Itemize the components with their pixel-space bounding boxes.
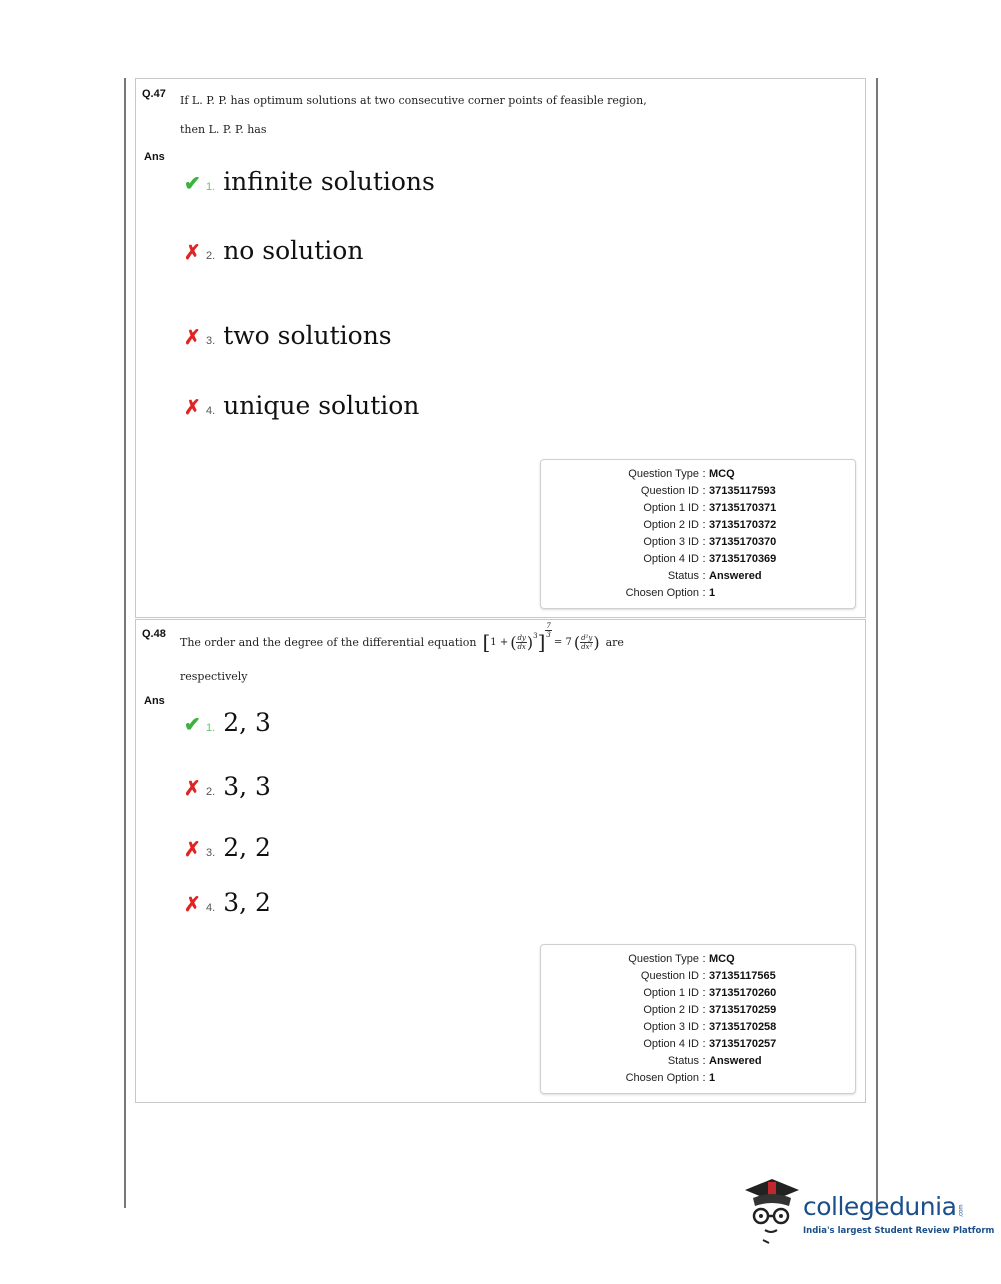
option-3: [184, 321, 392, 350]
meta-row: Chosen Option : 1: [541, 585, 855, 602]
meta-key: Option 3 ID: [643, 536, 699, 548]
meta-row: Question Type : MCQ: [541, 466, 855, 483]
meta-row: Option 4 ID : 37135170257: [541, 1036, 855, 1053]
frac-den: dx: [517, 642, 526, 651]
collegedunia-logo: [743, 1176, 995, 1246]
cross-icon: ✗: [184, 242, 201, 264]
paren-close: ): [526, 632, 534, 652]
meta-row: Question Type : MCQ: [541, 951, 855, 968]
option-number: 3.: [206, 335, 216, 347]
meta-value: 37135170372: [709, 519, 777, 531]
meta-value: 1: [709, 1072, 716, 1084]
cross-icon: ✗: [184, 894, 201, 916]
left-border: [124, 78, 126, 1208]
meta-value: 37135170371: [709, 502, 777, 514]
question-block-48: [135, 619, 866, 1103]
question-text-line1: If L. P. P. has optimum solutions at two consecutive corner points of feasible region,: [180, 94, 647, 107]
meta-value: 37135170259: [709, 1004, 777, 1016]
right-border: [876, 78, 878, 1208]
question-number: Q.47: [142, 88, 166, 100]
option-text: 3, 2: [223, 888, 271, 917]
option-text: unique solution: [223, 391, 420, 420]
option-1: [184, 708, 271, 737]
meta-key: Status: [667, 1055, 699, 1067]
brand-suffix: .com: [958, 1204, 965, 1218]
question-meta-box: [540, 944, 856, 1094]
meta-key: Question Type: [628, 468, 699, 480]
meta-row: Option 4 ID : 37135170369: [541, 551, 855, 568]
meta-key: Chosen Option: [625, 587, 699, 599]
paren-open-2: (: [573, 632, 581, 652]
option-3: [184, 833, 271, 862]
question-text-line2: respectively: [180, 670, 248, 683]
meta-key: Option 4 ID: [643, 553, 699, 565]
meta-row: Status : Answered: [541, 1053, 855, 1070]
meta-row: Chosen Option : 1: [541, 1070, 855, 1087]
meta-row: Option 1 ID : 37135170371: [541, 500, 855, 517]
option-text: two solutions: [223, 321, 392, 350]
fraction-d2y-dx2: [580, 634, 593, 651]
check-icon: ✔: [184, 714, 201, 736]
option-2: [184, 772, 271, 801]
meta-row: Option 3 ID : 37135170258: [541, 1019, 855, 1036]
option-text: 2, 2: [223, 833, 271, 862]
brand-name: collegedunia: [803, 1192, 957, 1221]
meta-key: Question ID: [640, 485, 699, 497]
option-number: 4.: [206, 902, 216, 914]
exp-num: 7: [546, 622, 551, 630]
question-text-line2: then L. P. P. has: [180, 123, 267, 136]
frac-num: d²y: [581, 633, 593, 642]
meta-value: MCQ: [709, 953, 735, 965]
option-text: 2, 3: [223, 708, 271, 737]
mascot-icon: [743, 1176, 801, 1246]
right-bracket: ]: [537, 630, 546, 654]
eq-term-one: 1 +: [490, 636, 509, 648]
meta-value: 37135170257: [709, 1038, 777, 1050]
question-block-47: [135, 78, 866, 618]
question-text-after: are: [605, 635, 624, 649]
meta-key: Option 2 ID: [643, 1004, 699, 1016]
exp-den: 3: [546, 631, 551, 639]
meta-key: Option 2 ID: [643, 519, 699, 531]
cross-icon: ✗: [184, 397, 201, 419]
option-number: 1.: [206, 722, 216, 734]
option-text: infinite solutions: [223, 167, 435, 196]
outer-exponent: [545, 622, 551, 639]
cross-icon: ✗: [184, 778, 201, 800]
meta-value: Answered: [709, 570, 762, 582]
option-4: [184, 391, 419, 420]
meta-key: Option 1 ID: [643, 987, 699, 999]
option-number: 1.: [206, 181, 216, 193]
meta-value: 37135170260: [709, 987, 777, 999]
frac-den: dx²: [581, 642, 593, 651]
option-number: 2.: [206, 786, 216, 798]
meta-value: 37135117565: [709, 970, 776, 982]
meta-value: 37135170369: [709, 553, 777, 565]
meta-value: MCQ: [709, 468, 735, 480]
fraction-dy-dx: [516, 634, 526, 651]
frac-num: dy: [517, 633, 526, 642]
question-number: Q.48: [142, 628, 166, 640]
meta-key: Chosen Option: [625, 1072, 699, 1084]
left-bracket: [: [482, 630, 491, 654]
exp-cube: 3: [533, 632, 538, 640]
cross-icon: ✗: [184, 327, 201, 349]
question-text-line1: [180, 622, 624, 654]
option-text: no solution: [223, 236, 364, 265]
cross-icon: ✗: [184, 839, 201, 861]
option-1: [184, 167, 435, 196]
meta-key: Option 3 ID: [643, 1021, 699, 1033]
meta-key: Option 1 ID: [643, 502, 699, 514]
meta-row: Question ID : 37135117593: [541, 483, 855, 500]
meta-row: Option 2 ID : 37135170259: [541, 1002, 855, 1019]
brand-tagline: India's largest Student Review Platform: [803, 1226, 995, 1236]
eq-equals: = 7: [553, 636, 572, 648]
paren-open: (: [510, 632, 517, 652]
differential-equation: [482, 622, 600, 654]
option-number: 3.: [206, 847, 216, 859]
meta-key: Option 4 ID: [643, 1038, 699, 1050]
meta-row: Option 2 ID : 37135170372: [541, 517, 855, 534]
option-4: [184, 888, 271, 917]
meta-key: Question Type: [628, 953, 699, 965]
meta-key: Question ID: [640, 970, 699, 982]
question-text-before: The order and the degree of the differential equation: [180, 635, 477, 649]
meta-row: Question ID : 37135117565: [541, 968, 855, 985]
option-number: 2.: [206, 250, 216, 262]
answer-label: Ans: [144, 695, 165, 707]
answer-label: Ans: [144, 151, 165, 163]
meta-row: Option 1 ID : 37135170260: [541, 985, 855, 1002]
meta-value: 37135170258: [709, 1021, 777, 1033]
meta-value: 1: [709, 587, 716, 599]
meta-value: Answered: [709, 1055, 762, 1067]
meta-row: Status : Answered: [541, 568, 855, 585]
option-text: 3, 3: [223, 772, 271, 801]
option-2: [184, 236, 363, 265]
check-icon: ✔: [184, 173, 201, 195]
meta-value: 37135117593: [709, 485, 776, 497]
meta-key: Status: [667, 570, 699, 582]
paren-close-2: ): [593, 632, 600, 652]
question-meta-box: [540, 459, 856, 609]
option-number: 4.: [206, 405, 216, 417]
meta-row: Option 3 ID : 37135170370: [541, 534, 855, 551]
meta-value: 37135170370: [709, 536, 777, 548]
